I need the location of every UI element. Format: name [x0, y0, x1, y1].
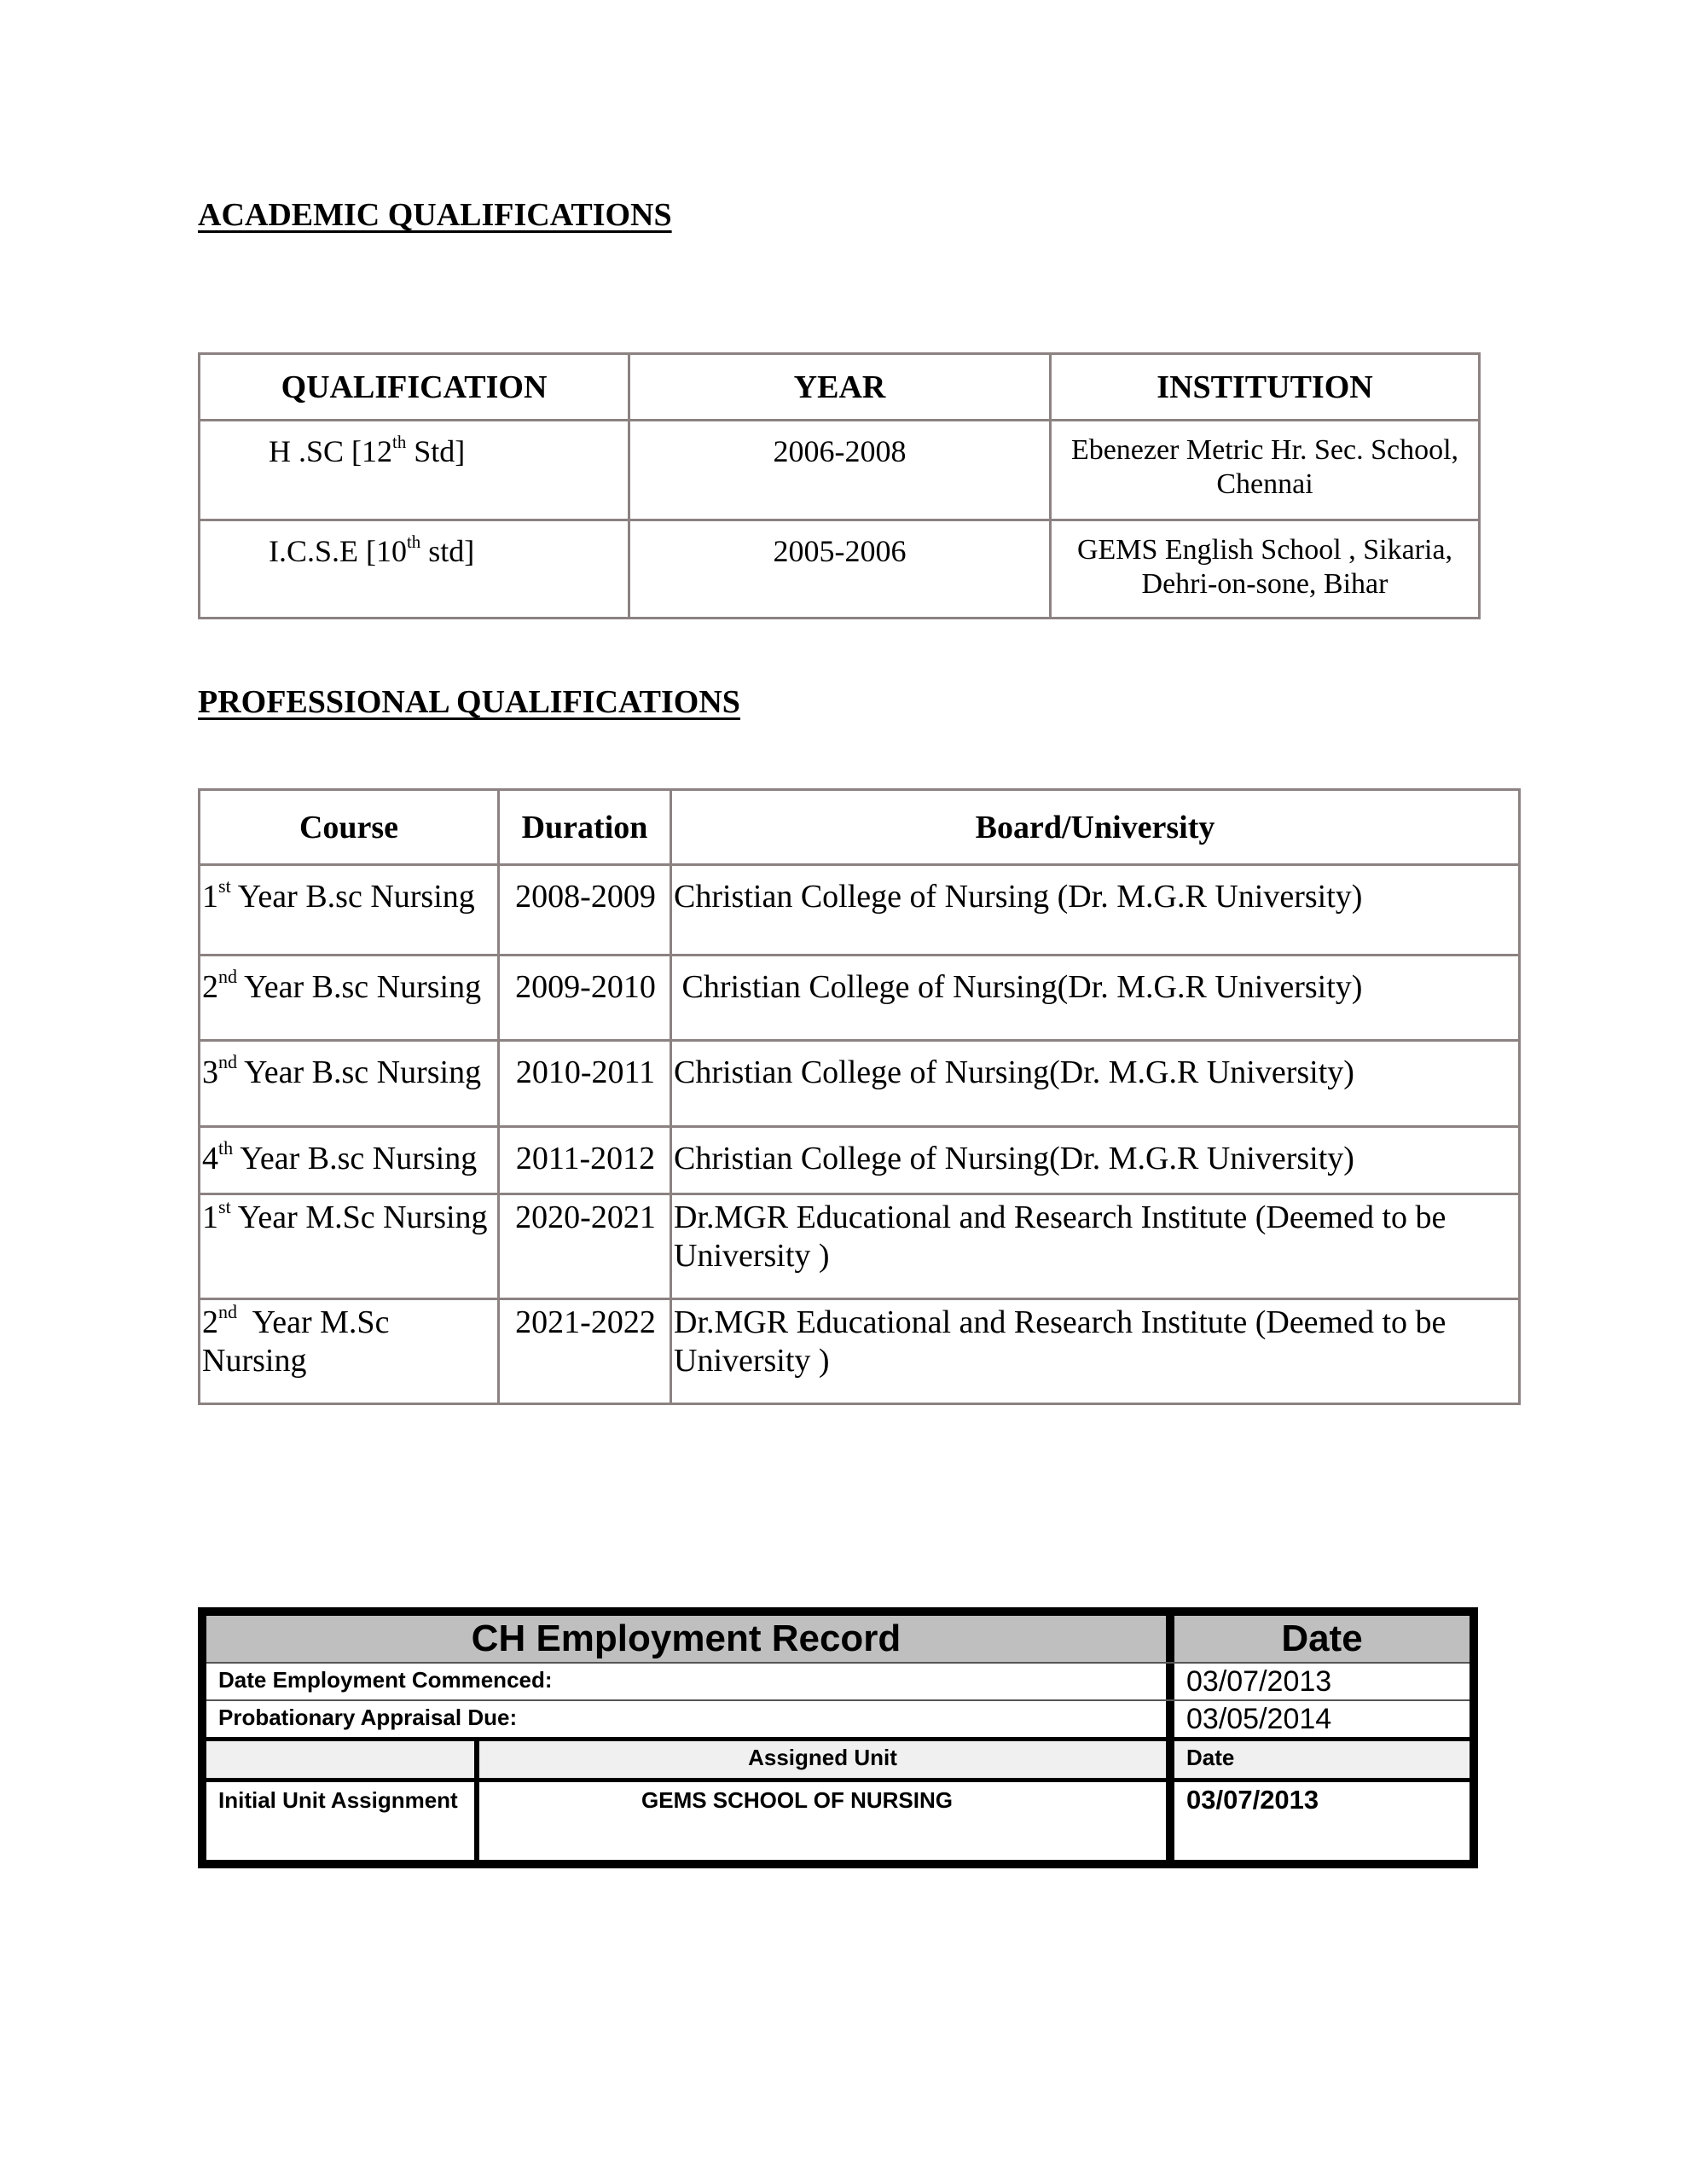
- row-divider: [206, 1778, 1470, 1782]
- qualification-cell: H .SC [12th Std]: [200, 421, 629, 520]
- probationary-appraisal-label: Probationary Appraisal Due:: [218, 1705, 518, 1730]
- institution-cell: GEMS English School , Sikaria, Dehri-on-sone, Bihar: [1051, 520, 1480, 619]
- duration-cell: 2021-2022: [499, 1299, 671, 1404]
- initial-unit-date: 03/07/2013: [1186, 1785, 1319, 1815]
- qualification-cell: I.C.S.E [10th std]: [200, 520, 629, 619]
- board-cell: Christian College of Nursing(Dr. M.G.R University): [671, 1127, 1520, 1194]
- table-row: [200, 421, 1480, 520]
- course-cell: 3nd Year B.sc Nursing: [200, 1041, 499, 1127]
- board-cell: Dr.MGR Educational and Research Institute (Deemed to be University ): [671, 1299, 1520, 1404]
- duration-cell: 2020-2021: [499, 1194, 671, 1299]
- board-cell: Christian College of Nursing (Dr. M.G.R University): [671, 865, 1520, 956]
- course-cell: 1st Year B.sc Nursing: [200, 865, 499, 956]
- year-cell: 2006-2008: [629, 421, 1051, 520]
- course-cell: 1st Year M.Sc Nursing: [200, 1194, 499, 1299]
- table-row: [200, 1299, 1520, 1404]
- initial-unit-assignment-label: Initial Unit Assignment: [218, 1787, 458, 1813]
- table-row: [200, 1041, 1520, 1127]
- board-cell: Christian College of Nursing(Dr. M.G.R University): [671, 1041, 1520, 1127]
- table-row: [200, 520, 1480, 619]
- table-row: [200, 1127, 1520, 1194]
- professional-qualifications-heading: PROFESSIONAL QUALIFICATIONS: [198, 684, 740, 720]
- professional-header-row: [200, 790, 1520, 865]
- course-cell: 2nd Year B.sc Nursing: [200, 956, 499, 1041]
- board-cell: Christian College of Nursing(Dr. M.G.R University): [671, 956, 1520, 1041]
- column-header-qualification: QUALIFICATION: [200, 354, 629, 421]
- institution-cell: Ebenezer Metric Hr. Sec. School, Chennai: [1051, 421, 1480, 520]
- column-header-board: Board/University: [671, 790, 1520, 865]
- column-header-course: Course: [200, 790, 499, 865]
- employment-record-box: [198, 1607, 1478, 1868]
- duration-cell: 2010-2011: [499, 1041, 671, 1127]
- table-row: [200, 956, 1520, 1041]
- date-employment-commenced-value: 03/07/2013: [1186, 1665, 1332, 1698]
- column-header-institution: INSTITUTION: [1051, 354, 1480, 421]
- course-cell: 2nd Year M.Sc Nursing: [200, 1299, 499, 1404]
- academic-table: [198, 352, 1481, 619]
- date-header: Date: [1174, 1616, 1470, 1662]
- professional-table: [198, 788, 1521, 1405]
- initial-unit-value: GEMS SCHOOL OF NURSING: [641, 1787, 953, 1813]
- academic-qualifications-heading: ACADEMIC QUALIFICATIONS: [198, 197, 672, 233]
- unit-date-header: Date: [1174, 1741, 1470, 1778]
- date-employment-commenced-label: Date Employment Commenced:: [218, 1667, 553, 1693]
- duration-cell: 2009-2010: [499, 956, 671, 1041]
- employment-record-title: CH Employment Record: [206, 1616, 1166, 1662]
- column-header-duration: Duration: [499, 790, 671, 865]
- board-cell: Dr.MGR Educational and Research Institute (Deemed to be University ): [671, 1194, 1520, 1299]
- duration-cell: 2011-2012: [499, 1127, 671, 1194]
- assigned-unit-header: Assigned Unit: [748, 1745, 897, 1770]
- table-row: [200, 1194, 1520, 1299]
- academic-header-row: [200, 354, 1480, 421]
- probationary-appraisal-value: 03/05/2014: [1186, 1703, 1332, 1735]
- course-cell: 4th Year B.sc Nursing: [200, 1127, 499, 1194]
- table-row: [200, 865, 1520, 956]
- column-header-year: YEAR: [629, 354, 1051, 421]
- duration-cell: 2008-2009: [499, 865, 671, 956]
- year-cell: 2005-2006: [629, 520, 1051, 619]
